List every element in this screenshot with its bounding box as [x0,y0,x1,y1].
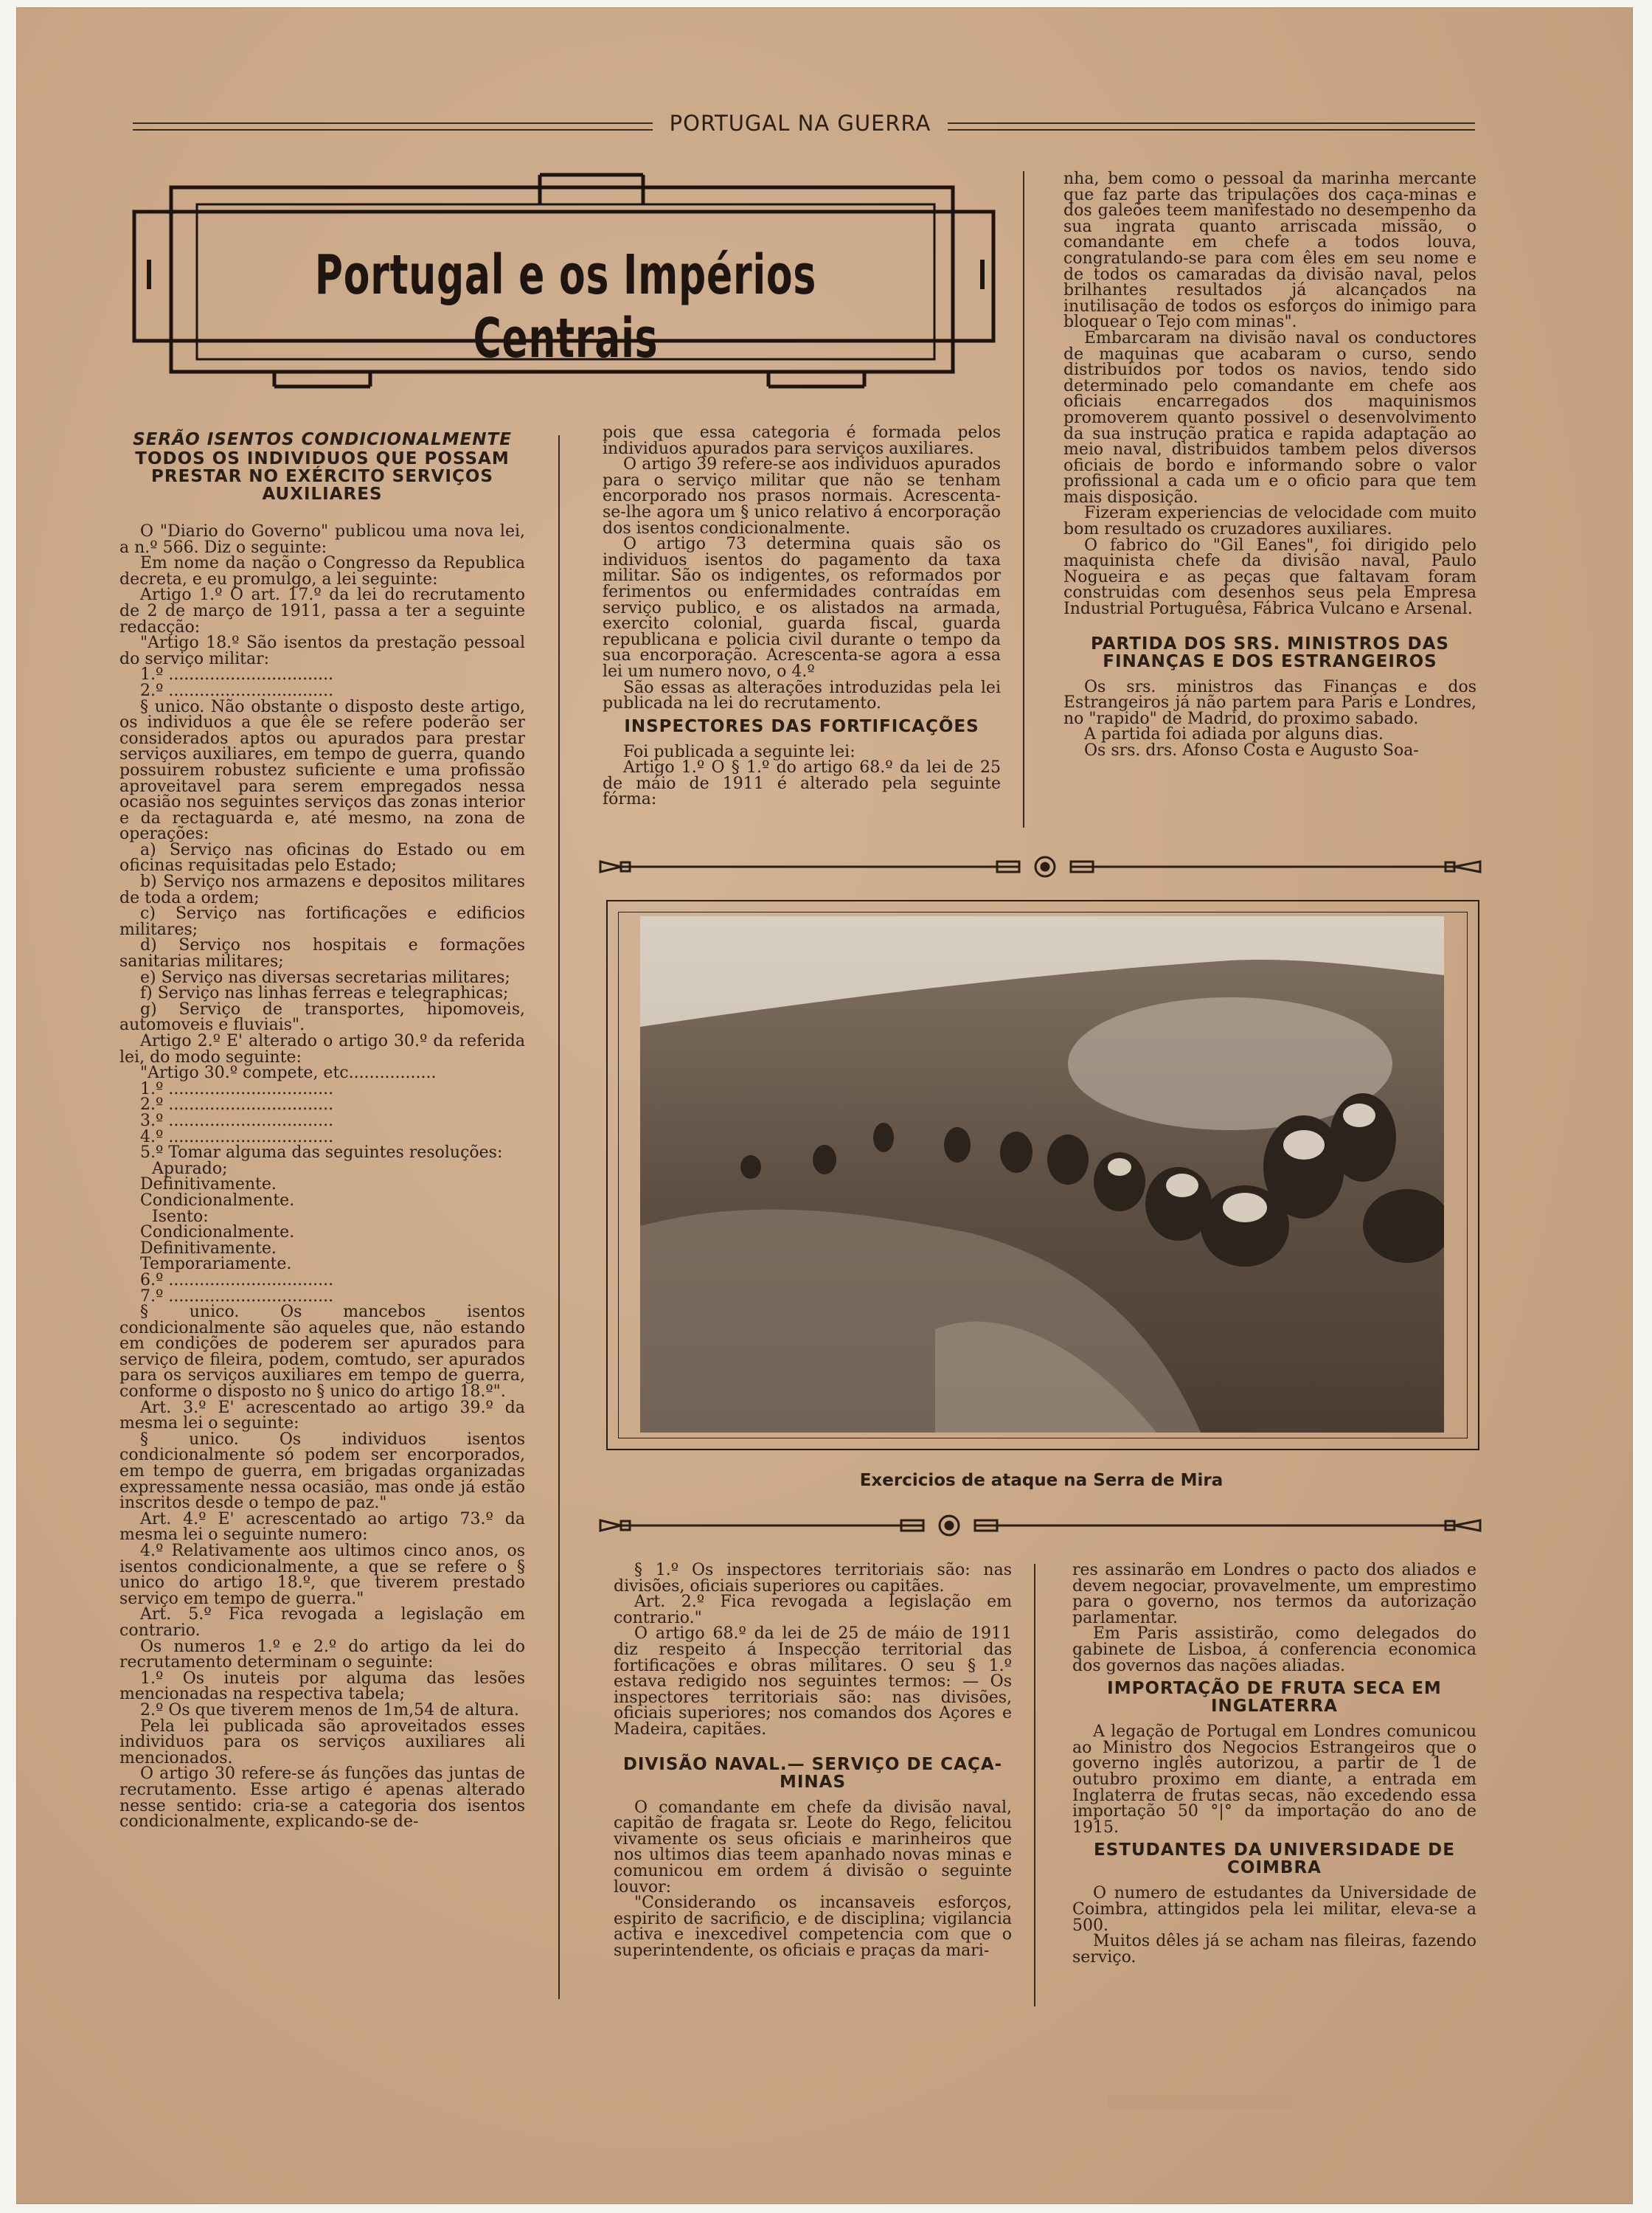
article-paragraph: O artigo 39 refere-se aos individuos apurados para o serviço militar que não se tenham encorporado nos prasos normais. Acrescenta-se-lhe agora um § unico relativo á encorporação dos isentos condicionalmente. [603,455,1001,538]
article-paragraph: Fizeram experiencias de velocidade com muito bom resultado os cruzadores auxiliares. [1063,504,1476,539]
article-paragraph: Em Paris assistirão, como delegados do gabinete de Lisboa, á conferencia economica dos governos das nações aliadas. [1072,1624,1476,1675]
article-paragraph: Condicionalmente. [140,1223,295,1242]
article-paragraph: São essas as alterações introduzidas pela lei publicada na lei do recrutamento. [603,678,1001,713]
article-paragraph: O artigo 68.º da lei de 25 de máio de 1911 diz respeito á Inspecção territorial das fortificações e obras militares. O seu § 1.º estava redigido nos seguintes termos: — Os inspectores territoriais são: nas divisões, oficiais superiores; nos comandos dos Açores e Madeira, capitães. [614,1624,1012,1739]
article-paragraph: f) Serviço nas linhas ferreas e telegraphicas; [140,984,509,1003]
article-paragraph: 1.º ................................ [140,665,334,685]
article-paragraph: § 1.º Os inspectores territoriais são: nas divisões, oficiais superiores ou capitães. [614,1561,1012,1596]
article-paragraph: pois que essa categoria é formada pelos individuos apurados para serviços auxiliares. [603,423,1001,458]
col1-headline: TODOS OS INDIVIDUOS QUE POSSAM PRESTAR NO EXÉRCITO SERVIÇOS AUXILIARES [135,449,510,504]
column-1 [119,425,525,1830]
article-paragraph: O artigo 30 refere-se ás funções das juntas de recrutamento. Esse artigo é apenas alterado nesse sentido: cria-se a categoria dos isentos condicionalmente, explicando-se de- [119,1764,525,1832]
column-divider [1034,1564,1035,2006]
article-paragraph: c) Serviço nas fortificações e edificios militares; [119,904,525,939]
article-paragraph: Artigo 2.º E' alterado o artigo 30.º da referida lei, do modo seguinte: [119,1032,525,1067]
article-paragraph: "Considerando os incansaveis esforços, espirito de sacrificio, e de disciplina; vigilancia activa e inexcedivel competencia com que o superintendente, os oficiais e praças da mari- [614,1894,1012,1960]
article-paragraph: Em nome da nação o Congresso da Republica decreta, e eu promulgo, a lei seguinte: [119,554,525,589]
article-paragraph: res assinarão em Londres o pacto dos aliados e devem negociar, provavelmente, um emprestimo para o governo, nos termos da autorização parlamentar. [1072,1561,1476,1627]
article-paragraph: 1.º Os inuteis por alguma das lesões mencionadas na respectiva tabela; [119,1669,525,1704]
article-paragraph: O artigo 73 determina quais são os individuos isentos do pagamento da taxa militar. São os indigentes, os reformados por ferimentos ou enfermidades contraídas em serviço publico, e os alistados na armada, exercito colonial, guarda fiscal, guarda republicana e policia civil durante o tempo da sua encorporação. Acrescenta-se agora a essa lei um numero novo, o 4.º [603,535,1001,681]
article-paragraph: 7.º ................................ [140,1286,334,1306]
column-divider [558,435,560,1999]
column-divider [1023,171,1024,828]
article-paragraph: A legação de Portugal em Londres comunicou ao Ministro dos Negocios Estrangeiros que o governo inglês autorizou, a partir de 1 de outubro proximo em diante, a entrada em Inglaterra de frutas secas, não excedendo essa importação 50 °|° da importação do ano de 1915. [1072,1722,1476,1837]
article-paragraph: "Artigo 18.º São isentos da prestação pessoal do serviço militar: [119,634,525,668]
article-paragraph: 2.º ................................ [140,681,334,700]
article-paragraph: Definitivamente. [140,1175,277,1194]
ornamental-rule-bottom [599,1514,1484,1537]
faint-bleedthrough-mark [1108,2088,1299,2117]
publication-name: PORTUGAL NA GUERRA [669,111,931,136]
article-paragraph: 2.º Os que tiverem menos de 1m,54 de altura. [140,1700,520,1720]
article-paragraph: O fabrico do "Gil Eanes", foi dirigido pelo maquinista chefe da divisão naval, Paulo Nogueira e as peças que faltavam foram construidas com desenhos seus pela Empresa Industrial Portuguêsa, Fábrica Vulcano e Arsenal. [1063,536,1476,619]
header-rule-right [948,122,1475,131]
article-paragraph: Muitos dêles já se acham nas fileiras, fazendo serviço. [1072,1932,1476,1967]
title-frame [127,171,1004,392]
col5-headline: IMPORTAÇÃO DE FRUTA SECA EM INGLATERRA [1107,1679,1442,1717]
article-paragraph: § unico. Os individuos isentos condicionalmente só podem ser encorporados, em tempo de guerra, em brigadas organizadas expressamente nessa ocasião, mas onde já estão inscritos desde o tempo de paz." [119,1430,525,1513]
photo-frame [606,900,1479,1450]
ornamental-rule-top [599,856,1484,878]
article-paragraph: O "Diario do Governo" publicou uma nova lei, a n.º 566. Diz o seguinte: [119,522,525,557]
article-paragraph: a) Serviço nas oficinas do Estado ou em oficinas requisitadas pelo Estado; [119,840,525,876]
article-paragraph: d) Serviço nos hospitais e formações sanitarias militares; [119,936,525,972]
article-paragraph: Art. 5.º Fica revogada a legislação em contrario. [119,1605,525,1640]
article-paragraph: b) Serviço nos armazens e depositos militares de toda a ordem; [119,873,525,907]
newspaper-page [16,7,1633,2204]
article-paragraph: Condicionalmente. [140,1191,295,1210]
article-paragraph: Artigo 1.º O art. 17.º da lei do recrutamento de 2 de março de 1911, passa a ter a seguinte redacção: [119,586,525,637]
article-paragraph: § unico. Não obstante o disposto deste artigo, os individuos a que êle se refere poderão ser considerados aptos ou apurados para prestar serviços auxiliares, em tempo de guerra, quando possuirem robustez suficiente e uma profissão aproveitavel para serem empregados nessa ocasião nos seguintes serviços das zonas interior e da rectaguarda e, até mesmo, na zona de operações: [119,697,525,844]
article-paragraph: Temporariamente. [140,1255,292,1274]
article-paragraph: A partida foi adiada por alguns dias. [1084,725,1384,744]
article-paragraph: Artigo 1.º O § 1.º do artigo 68.º da lei de 25 de máio de 1911 é alterado pela seguinte fórma: [603,758,1001,809]
article-paragraph: Os numeros 1.º e 2.º do artigo da lei do recrutamento determinam o seguinte: [119,1637,525,1672]
column-3 [1063,171,1476,759]
article-paragraph: 6.º ................................ [140,1270,334,1289]
article-paragraph: Os srs. drs. Afonso Costa e Augusto Soa- [1084,741,1419,760]
article-paragraph: g) Serviço de transportes, hipomoveis, automoveis e fluviais". [119,1000,525,1035]
col4-headline: DIVISÃO NAVAL.— SERVIÇO DE CAÇA-MINAS [622,1754,1003,1792]
article-paragraph: O numero de estudantes da Universidade de Coimbra, attingidos pela lei militar, eleva-se a 500. [1072,1884,1476,1935]
article-paragraph: Definitivamente. [140,1239,277,1258]
article-paragraph: 4.º Relativamente aos ultimos cinco anos, os isentos condicionalmente, a que se refere o § unico do artigo 18.º, que tiverem prestado serviço em tempo de guerra." [119,1542,525,1608]
column-2 [603,425,1001,808]
photo-caption: Exercicios de ataque na Serra de Mira [859,1471,1224,1490]
header-rule-left [133,122,653,131]
article-paragraph: Embarcaram na divisão naval os conductores de maquinas que acabaram o curso, sendo distribuidos por todos os navios, tendo sido determinado pelo comandante em chefe aos oficiais encarregados dos maquinismos promoverem quanto possivel o desenvolvimento da sua instrução pratica e rapida adaptação ao meio naval, distribuidos tambem pelos diversos oficiais de bordo e informando sobre o valor profissional a cada um e o oficio para que tem mais disposição. [1063,328,1476,507]
article-paragraph: Foi publicada a seguinte lei: [623,742,856,761]
article-paragraph: Art. 4.º E' acrescentado ao artigo 73.º da mesma lei o seguinte numero: [119,1509,525,1545]
article-paragraph: Art. 3.º E' acrescentado ao artigo 39.º da mesma lei o seguinte: [119,1398,525,1433]
battle-photo-image [640,916,1444,1433]
article-paragraph: "Artigo 30.º compete, etc................. [140,1064,437,1083]
battle-photo [640,916,1444,1433]
article-paragraph: Isento: [152,1207,209,1226]
col3-headline: PARTIDA DOS SRS. MINISTROS DAS FINANÇAS E DOS ESTRANGEIROS [1091,634,1449,671]
article-paragraph: Os srs. ministros das Finanças e dos Estrangeiros já não partem para Paris e Londres, no "rapido" de Madrid, do proximo sabado. [1063,677,1476,728]
running-header [133,109,1475,139]
article-paragraph: § unico. Os mancebos isentos condicionalmente são aqueles que, não estando em condições de poderem ser apurados para serviço de fileira, podem, comtudo, ser apurados para os serviços auxiliares em tempo de guerra, conforme o disposto no § unico do artigo 18.º". [119,1303,525,1402]
article-paragraph: nha, bem como o pessoal da marinha mercante que faz parte das tripulações dos caça-minas e dos galeões teem manifestado no desempenho da sua ingrata quanto arriscada missão, o comandante em chefe a todos louva, congratulando-se para com êles em seu nome e de todos os camaradas da divisão naval, pelos brilhantes resultados já alcançados na inutilisação de todos os esforços do inimigo para bloquear o Tejo com minas". [1063,170,1476,332]
article-paragraph: 5.º Tomar alguma das seguintes resoluções: [140,1143,503,1163]
article-paragraph: Art. 2.º Fica revogada a legislação em contrario." [614,1593,1012,1627]
page-title: Portugal e os Impérios Centrais [314,243,817,370]
col5-headline-2: ESTUDANTES DA UNIVERSIDADE DE COIMBRA [1094,1840,1455,1878]
article-paragraph: e) Serviço nas diversas secretarias militares; [140,968,510,987]
article-paragraph: 4.º ................................ [140,1127,334,1146]
col2-headline: INSPECTORES DAS FORTIFICAÇÕES [624,716,979,736]
article-paragraph: 1.º ................................ [140,1079,334,1098]
article-paragraph: O comandante em chefe da divisão naval, capitão de fragata sr. Leote do Rego, felicitou vivamente os seus oficiais e marinheiros que nos ultimos dias teem apanhado novas minas e comunicou em ordem á divisão o seguinte louvor: [614,1798,1012,1897]
article-paragraph: Apurado; [152,1159,228,1178]
col1-headline-italic: SERÃO ISENTOS CONDICIONALMENTE [133,430,512,449]
column-4 [614,1562,1012,1959]
article-paragraph: Pela lei publicada são aproveitados esses individuos para os serviços auxiliares ali mencionados. [119,1717,525,1767]
article-paragraph: 3.º ................................ [140,1111,334,1130]
article-paragraph: 2.º ................................ [140,1095,334,1115]
column-5 [1072,1562,1476,1965]
